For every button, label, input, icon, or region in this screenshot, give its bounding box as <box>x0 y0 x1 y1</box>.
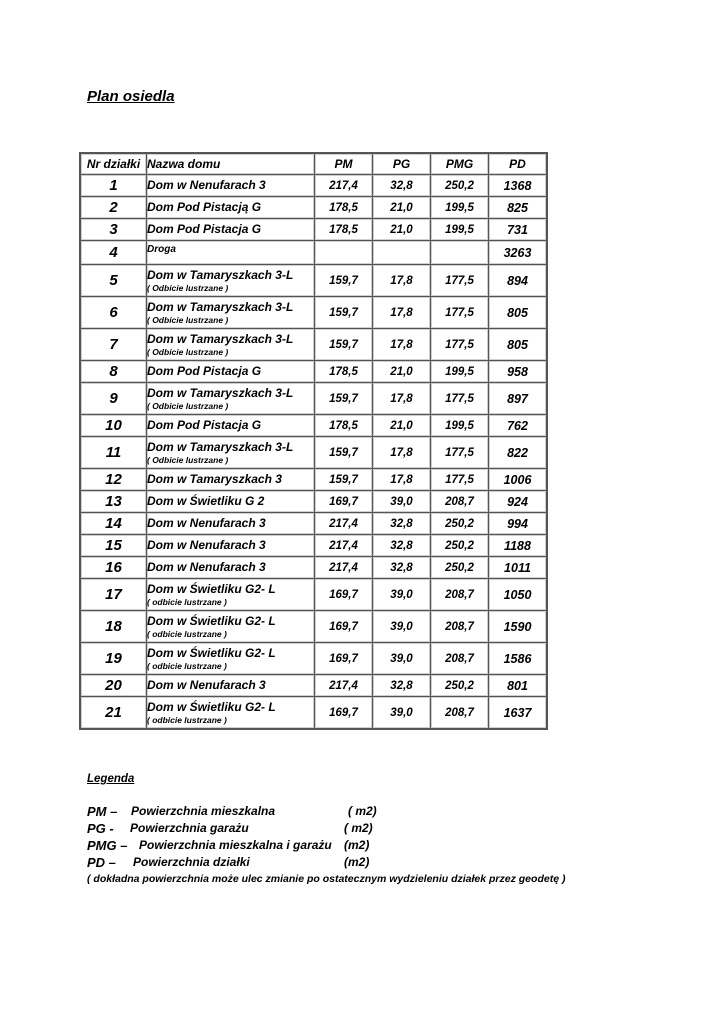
house-name: Dom w Nenufarach 3 <box>147 178 266 192</box>
legend-desc: Powierzchnia mieszkalna <box>131 804 276 818</box>
pmg-value: 177,5 <box>431 437 489 469</box>
pmg-value: 177,5 <box>431 469 489 491</box>
pd-value: 1590 <box>489 611 548 643</box>
pm-value: 159,7 <box>315 265 373 297</box>
house-name-cell <box>147 491 315 513</box>
pm-value: 217,4 <box>315 175 373 197</box>
pg-value: 32,8 <box>373 513 431 535</box>
pg-value: 21,0 <box>373 361 431 383</box>
pg-value: 32,8 <box>373 557 431 579</box>
house-name-cell <box>147 265 315 297</box>
legend-desc: Powierzchnia działki <box>133 855 250 869</box>
table-row <box>80 579 547 611</box>
plot-number: 12 <box>80 469 147 491</box>
house-note: ( odbicie lustrzane ) <box>147 660 227 671</box>
pd-value: 1586 <box>489 643 548 675</box>
legend-abbr: PMG – <box>87 838 128 853</box>
house-name-cell <box>147 513 315 535</box>
pd-value: 805 <box>489 297 548 329</box>
table-row <box>80 437 547 469</box>
pm-value: 169,7 <box>315 611 373 643</box>
house-name: Dom w Tamaryszkach 3 <box>147 472 282 486</box>
pd-value: 825 <box>489 197 548 219</box>
pd-value: 924 <box>489 491 548 513</box>
pg-value: 39,0 <box>373 491 431 513</box>
plot-number: 19 <box>80 643 147 675</box>
pm-value: 159,7 <box>315 383 373 415</box>
house-name: Dom Pod Pistacja G <box>147 418 262 432</box>
plot-number: 20 <box>80 675 147 697</box>
table-row <box>80 643 547 675</box>
table-row <box>80 329 547 361</box>
pmg-value: 250,2 <box>431 675 489 697</box>
house-name: Dom w Tamaryszkach 3-L <box>147 385 294 400</box>
plot-number: 14 <box>80 513 147 535</box>
legend-item-pm <box>87 804 707 821</box>
pg-value: 39,0 <box>373 579 431 611</box>
plot-number: 9 <box>80 383 147 415</box>
table-row <box>80 219 547 241</box>
pd-value: 894 <box>489 265 548 297</box>
house-name: Dom w Tamaryszkach 3-L <box>147 331 294 346</box>
house-name: Dom w Nenufarach 3 <box>147 560 266 574</box>
table-row <box>80 513 547 535</box>
pg-value: 21,0 <box>373 219 431 241</box>
house-note: ( Odbicie lustrzane ) <box>147 454 229 465</box>
house-name: Dom w Nenufarach 3 <box>147 516 266 530</box>
table-row <box>80 265 547 297</box>
table-header-row <box>80 153 547 175</box>
table-row <box>80 675 547 697</box>
house-note: ( odbicie lustrzane ) <box>147 596 227 607</box>
pg-value: 21,0 <box>373 415 431 437</box>
pmg-value: 199,5 <box>431 219 489 241</box>
house-name-cell <box>147 297 315 329</box>
house-name: Dom w Świetliku G2- L <box>147 699 276 714</box>
legend-abbr: PM – <box>87 804 118 819</box>
plot-number: 6 <box>80 297 147 329</box>
house-note: ( Odbicie lustrzane ) <box>147 314 229 325</box>
pd-value: 1011 <box>489 557 548 579</box>
table-row <box>80 491 547 513</box>
house-name-cell <box>147 197 315 219</box>
pmg-value: 208,7 <box>431 579 489 611</box>
pm-value: 217,4 <box>315 513 373 535</box>
pmg-value: 208,7 <box>431 697 489 730</box>
pg-value <box>373 241 431 265</box>
pmg-value: 208,7 <box>431 643 489 675</box>
plot-number: 2 <box>80 197 147 219</box>
house-name-cell <box>147 643 315 675</box>
pm-value: 169,7 <box>315 643 373 675</box>
pg-value: 17,8 <box>373 469 431 491</box>
col-header-pmg: PMG <box>431 153 489 175</box>
house-note: ( odbicie lustrzane ) <box>147 628 227 639</box>
house-name: Dom w Świetliku G2- L <box>147 645 276 660</box>
pg-value: 32,8 <box>373 175 431 197</box>
plot-number: 5 <box>80 265 147 297</box>
legend-title: Legenda <box>87 773 135 785</box>
house-name-cell <box>147 329 315 361</box>
pm-value: 178,5 <box>315 361 373 383</box>
house-name: Dom w Tamaryszkach 3-L <box>147 267 294 282</box>
plot-number: 17 <box>80 579 147 611</box>
house-note: ( Odbicie lustrzane ) <box>147 400 229 411</box>
table-row <box>80 175 547 197</box>
house-name: Dom Pod Pistacja G <box>147 364 262 378</box>
pm-value <box>315 241 373 265</box>
pg-value: 32,8 <box>373 675 431 697</box>
pmg-value: 250,2 <box>431 535 489 557</box>
page-title: Plan osiedla <box>87 88 175 105</box>
pd-value: 3263 <box>489 241 548 265</box>
plot-number: 13 <box>80 491 147 513</box>
pd-value: 958 <box>489 361 548 383</box>
table-row <box>80 557 547 579</box>
plot-number: 7 <box>80 329 147 361</box>
pm-value: 169,7 <box>315 579 373 611</box>
pmg-value: 208,7 <box>431 491 489 513</box>
plot-number: 1 <box>80 175 147 197</box>
pmg-value: 250,2 <box>431 175 489 197</box>
pd-value: 731 <box>489 219 548 241</box>
table-row <box>80 197 547 219</box>
table-row <box>80 611 547 643</box>
legend-abbr: PD – <box>87 855 116 870</box>
plot-number: 3 <box>80 219 147 241</box>
plot-number: 15 <box>80 535 147 557</box>
table-row <box>80 361 547 383</box>
pg-value: 17,8 <box>373 329 431 361</box>
table-row <box>80 241 547 265</box>
house-name: Dom w Nenufarach 3 <box>147 678 266 692</box>
col-header-pm: PM <box>315 153 373 175</box>
pmg-value: 199,5 <box>431 361 489 383</box>
pg-value: 17,8 <box>373 297 431 329</box>
col-header-nr: Nr działki <box>80 153 147 175</box>
pmg-value: 177,5 <box>431 297 489 329</box>
legend-desc: Powierzchnia garażu <box>130 821 249 835</box>
house-name-cell <box>147 415 315 437</box>
pd-value: 801 <box>489 675 548 697</box>
pm-value: 169,7 <box>315 697 373 730</box>
legend-unit: (m2) <box>344 838 370 852</box>
house-name-cell <box>147 469 315 491</box>
house-name: Dom w Świetliku G 2 <box>147 494 265 508</box>
house-name-cell <box>147 437 315 469</box>
pmg-value <box>431 241 489 265</box>
pg-value: 17,8 <box>373 437 431 469</box>
legend-item-pg <box>87 821 707 838</box>
plot-number: 4 <box>80 241 147 265</box>
pm-value: 159,7 <box>315 297 373 329</box>
pm-value: 178,5 <box>315 415 373 437</box>
pm-value: 159,7 <box>315 469 373 491</box>
plot-number: 8 <box>80 361 147 383</box>
pm-value: 217,4 <box>315 535 373 557</box>
pd-value: 1006 <box>489 469 548 491</box>
house-name-cell <box>147 175 315 197</box>
house-name: Dom Pod Pistacja G <box>147 222 262 236</box>
pg-value: 17,8 <box>373 383 431 415</box>
pm-value: 217,4 <box>315 557 373 579</box>
plot-number: 18 <box>80 611 147 643</box>
pmg-value: 208,7 <box>431 611 489 643</box>
pg-value: 39,0 <box>373 643 431 675</box>
pd-value: 994 <box>489 513 548 535</box>
table-row <box>80 697 547 730</box>
pg-value: 17,8 <box>373 265 431 297</box>
plots-table <box>79 152 548 730</box>
pmg-value: 199,5 <box>431 415 489 437</box>
pm-value: 178,5 <box>315 197 373 219</box>
pd-value: 1050 <box>489 579 548 611</box>
plot-number: 16 <box>80 557 147 579</box>
pm-value: 159,7 <box>315 437 373 469</box>
house-name-cell <box>147 219 315 241</box>
house-name-cell <box>147 557 315 579</box>
plot-number: 21 <box>80 697 147 730</box>
pm-value: 178,5 <box>315 219 373 241</box>
house-note: ( odbicie lustrzane ) <box>147 714 227 725</box>
house-note: ( Odbicie lustrzane ) <box>147 282 229 293</box>
house-name-cell <box>147 241 315 265</box>
house-name: Dom w Świetliku G2- L <box>147 581 276 596</box>
pd-value: 762 <box>489 415 548 437</box>
pg-value: 21,0 <box>373 197 431 219</box>
col-header-pd: PD <box>489 153 548 175</box>
table-row <box>80 383 547 415</box>
pmg-value: 177,5 <box>431 329 489 361</box>
house-name-cell <box>147 535 315 557</box>
house-name: Droga <box>147 244 176 255</box>
table-row <box>80 415 547 437</box>
pd-value: 805 <box>489 329 548 361</box>
house-name: Dom w Tamaryszkach 3-L <box>147 439 294 454</box>
pd-value: 897 <box>489 383 548 415</box>
house-name-cell <box>147 611 315 643</box>
pm-value: 159,7 <box>315 329 373 361</box>
pg-value: 32,8 <box>373 535 431 557</box>
plot-number: 10 <box>80 415 147 437</box>
legend-unit: ( m2) <box>344 821 373 835</box>
pmg-value: 199,5 <box>431 197 489 219</box>
pmg-value: 250,2 <box>431 513 489 535</box>
pd-value: 1368 <box>489 175 548 197</box>
pmg-value: 177,5 <box>431 383 489 415</box>
pm-value: 169,7 <box>315 491 373 513</box>
legend-item-pd <box>87 855 707 872</box>
legend-abbr: PG - <box>87 821 114 836</box>
table-row <box>80 469 547 491</box>
house-name: Dom w Tamaryszkach 3-L <box>147 299 294 314</box>
legend-note: ( dokładna powierzchnia może ulec zmianie po ostatecznym wydzieleniu działek przez geodetę ) <box>87 873 566 885</box>
house-name: Dom w Nenufarach 3 <box>147 538 266 552</box>
pg-value: 39,0 <box>373 611 431 643</box>
plot-number: 11 <box>80 437 147 469</box>
legend-item-pmg <box>87 838 707 855</box>
pd-value: 822 <box>489 437 548 469</box>
house-name-cell <box>147 579 315 611</box>
pmg-value: 177,5 <box>431 265 489 297</box>
house-note: ( Odbicie lustrzane ) <box>147 346 229 357</box>
col-header-name: Nazwa domu <box>147 153 315 175</box>
pd-value: 1188 <box>489 535 548 557</box>
table-row <box>80 297 547 329</box>
legend-desc: Powierzchnia mieszkalna i garażu <box>139 838 332 852</box>
house-name-cell <box>147 675 315 697</box>
legend-unit: (m2) <box>344 855 370 869</box>
house-name: Dom w Świetliku G2- L <box>147 613 276 628</box>
house-name-cell <box>147 361 315 383</box>
house-name: Dom Pod Pistacją G <box>147 200 262 214</box>
pg-value: 39,0 <box>373 697 431 730</box>
house-name-cell <box>147 383 315 415</box>
pmg-value: 250,2 <box>431 557 489 579</box>
legend <box>87 773 707 885</box>
col-header-pg: PG <box>373 153 431 175</box>
pm-value: 217,4 <box>315 675 373 697</box>
house-name-cell <box>147 697 315 730</box>
table-row <box>80 535 547 557</box>
pd-value: 1637 <box>489 697 548 730</box>
legend-unit: ( m2) <box>348 804 377 818</box>
